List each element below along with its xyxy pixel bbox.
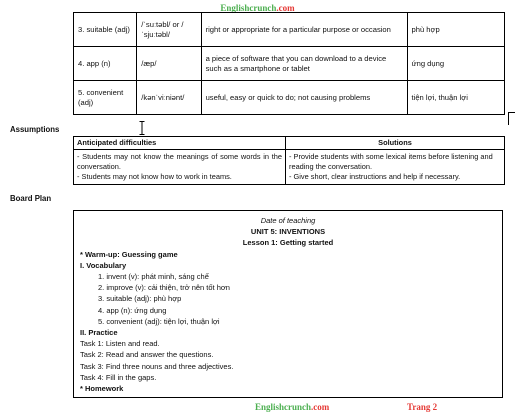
vocab-ipa: /æp/ bbox=[137, 47, 201, 81]
homework-line: * Homework bbox=[80, 384, 124, 394]
footer-watermark bbox=[255, 402, 329, 412]
difficulties-cell bbox=[74, 150, 286, 185]
vocab-definition: useful, easy or quick to do; not causing problems bbox=[201, 81, 407, 115]
footer-brand-main: Englishcrunch bbox=[255, 402, 312, 412]
text-cursor-icon bbox=[139, 121, 145, 135]
table-row bbox=[74, 47, 505, 81]
task-item: Task 4: Fill in the gaps. bbox=[80, 372, 157, 382]
header-brand-main: Englishcrunch bbox=[220, 3, 277, 13]
vocabulary-table bbox=[73, 12, 505, 115]
practice-heading: II. Practice bbox=[80, 328, 118, 338]
board-plan-heading: Board Plan bbox=[10, 194, 52, 203]
board-plan-box bbox=[73, 210, 503, 398]
vocab-list-item: 5. convenient (adj): tiện lợi, thuận lợi bbox=[98, 316, 220, 326]
vocab-word: 5. convenient (adj) bbox=[74, 81, 137, 115]
difficulty-item: - Students may not know how to work in teams. bbox=[77, 172, 232, 181]
vocab-meaning: tiện lợi, thuận lợi bbox=[407, 81, 504, 115]
footer-brand-dot: .com bbox=[311, 402, 330, 412]
vocab-list-item: 4. app (n): ứng dụng bbox=[98, 305, 167, 315]
vocab-ipa: /ˈsuːtəbl/ or /ˈsjuːtəbl/ bbox=[137, 13, 201, 47]
solutions-header: Solutions bbox=[286, 137, 505, 150]
vocab-word: 4. app (n) bbox=[74, 47, 137, 81]
vocab-list-item: 3. suitable (adj): phù hợp bbox=[98, 294, 182, 304]
page-number: Trang 2 bbox=[407, 402, 438, 412]
assumptions-heading: Assumptions bbox=[10, 125, 60, 134]
task-item: Task 3: Find three nouns and three adjectives. bbox=[80, 361, 234, 371]
task-item: Task 1: Listen and read. bbox=[80, 339, 160, 349]
vocabulary-heading: I. Vocabulary bbox=[80, 260, 127, 270]
table-row bbox=[74, 81, 505, 115]
unit-title: UNIT 5: INVENTIONS bbox=[250, 227, 326, 237]
difficulties-header: Anticipated difficulties bbox=[74, 137, 286, 150]
assumptions-table bbox=[73, 136, 505, 185]
vocab-word: 3. suitable (adj) bbox=[74, 13, 137, 47]
vocab-definition: right or appropriate for a particular purpose or occasion bbox=[201, 13, 407, 47]
solutions-cell bbox=[286, 150, 505, 185]
table-row bbox=[74, 13, 505, 47]
vocab-list-item: 1. invent (v): phát minh, sáng chế bbox=[98, 272, 209, 282]
solution-item: - Give short, clear instructions and help if necessary. bbox=[289, 172, 461, 181]
header-brand-dot: .com bbox=[276, 3, 295, 13]
vocab-meaning: phù hợp bbox=[407, 13, 504, 47]
margin-marker bbox=[508, 112, 515, 125]
vocab-list-item: 2. improve (v): cải thiện, trở nên tốt hơn bbox=[98, 283, 230, 293]
difficulty-item: - Students may not know the meanings of some words in the conversation. bbox=[77, 152, 282, 171]
warmup-line: * Warm-up: Guessing game bbox=[80, 249, 178, 259]
vocab-meaning: ứng dụng bbox=[407, 47, 504, 81]
solution-item: - Provide students with some lexical items before listening and reading the conversation. bbox=[289, 152, 493, 171]
table-header-row bbox=[74, 137, 505, 150]
lesson-title: Lesson 1: Getting started bbox=[242, 238, 334, 248]
table-row bbox=[74, 150, 505, 185]
date-of-teaching: Date of teaching bbox=[260, 216, 316, 225]
task-item: Task 2: Read and answer the questions. bbox=[80, 350, 214, 360]
vocab-definition: a piece of software that you can download to a device such as a smartphone or tablet bbox=[201, 47, 407, 81]
vocab-ipa: /kənˈviːniənt/ bbox=[137, 81, 201, 115]
